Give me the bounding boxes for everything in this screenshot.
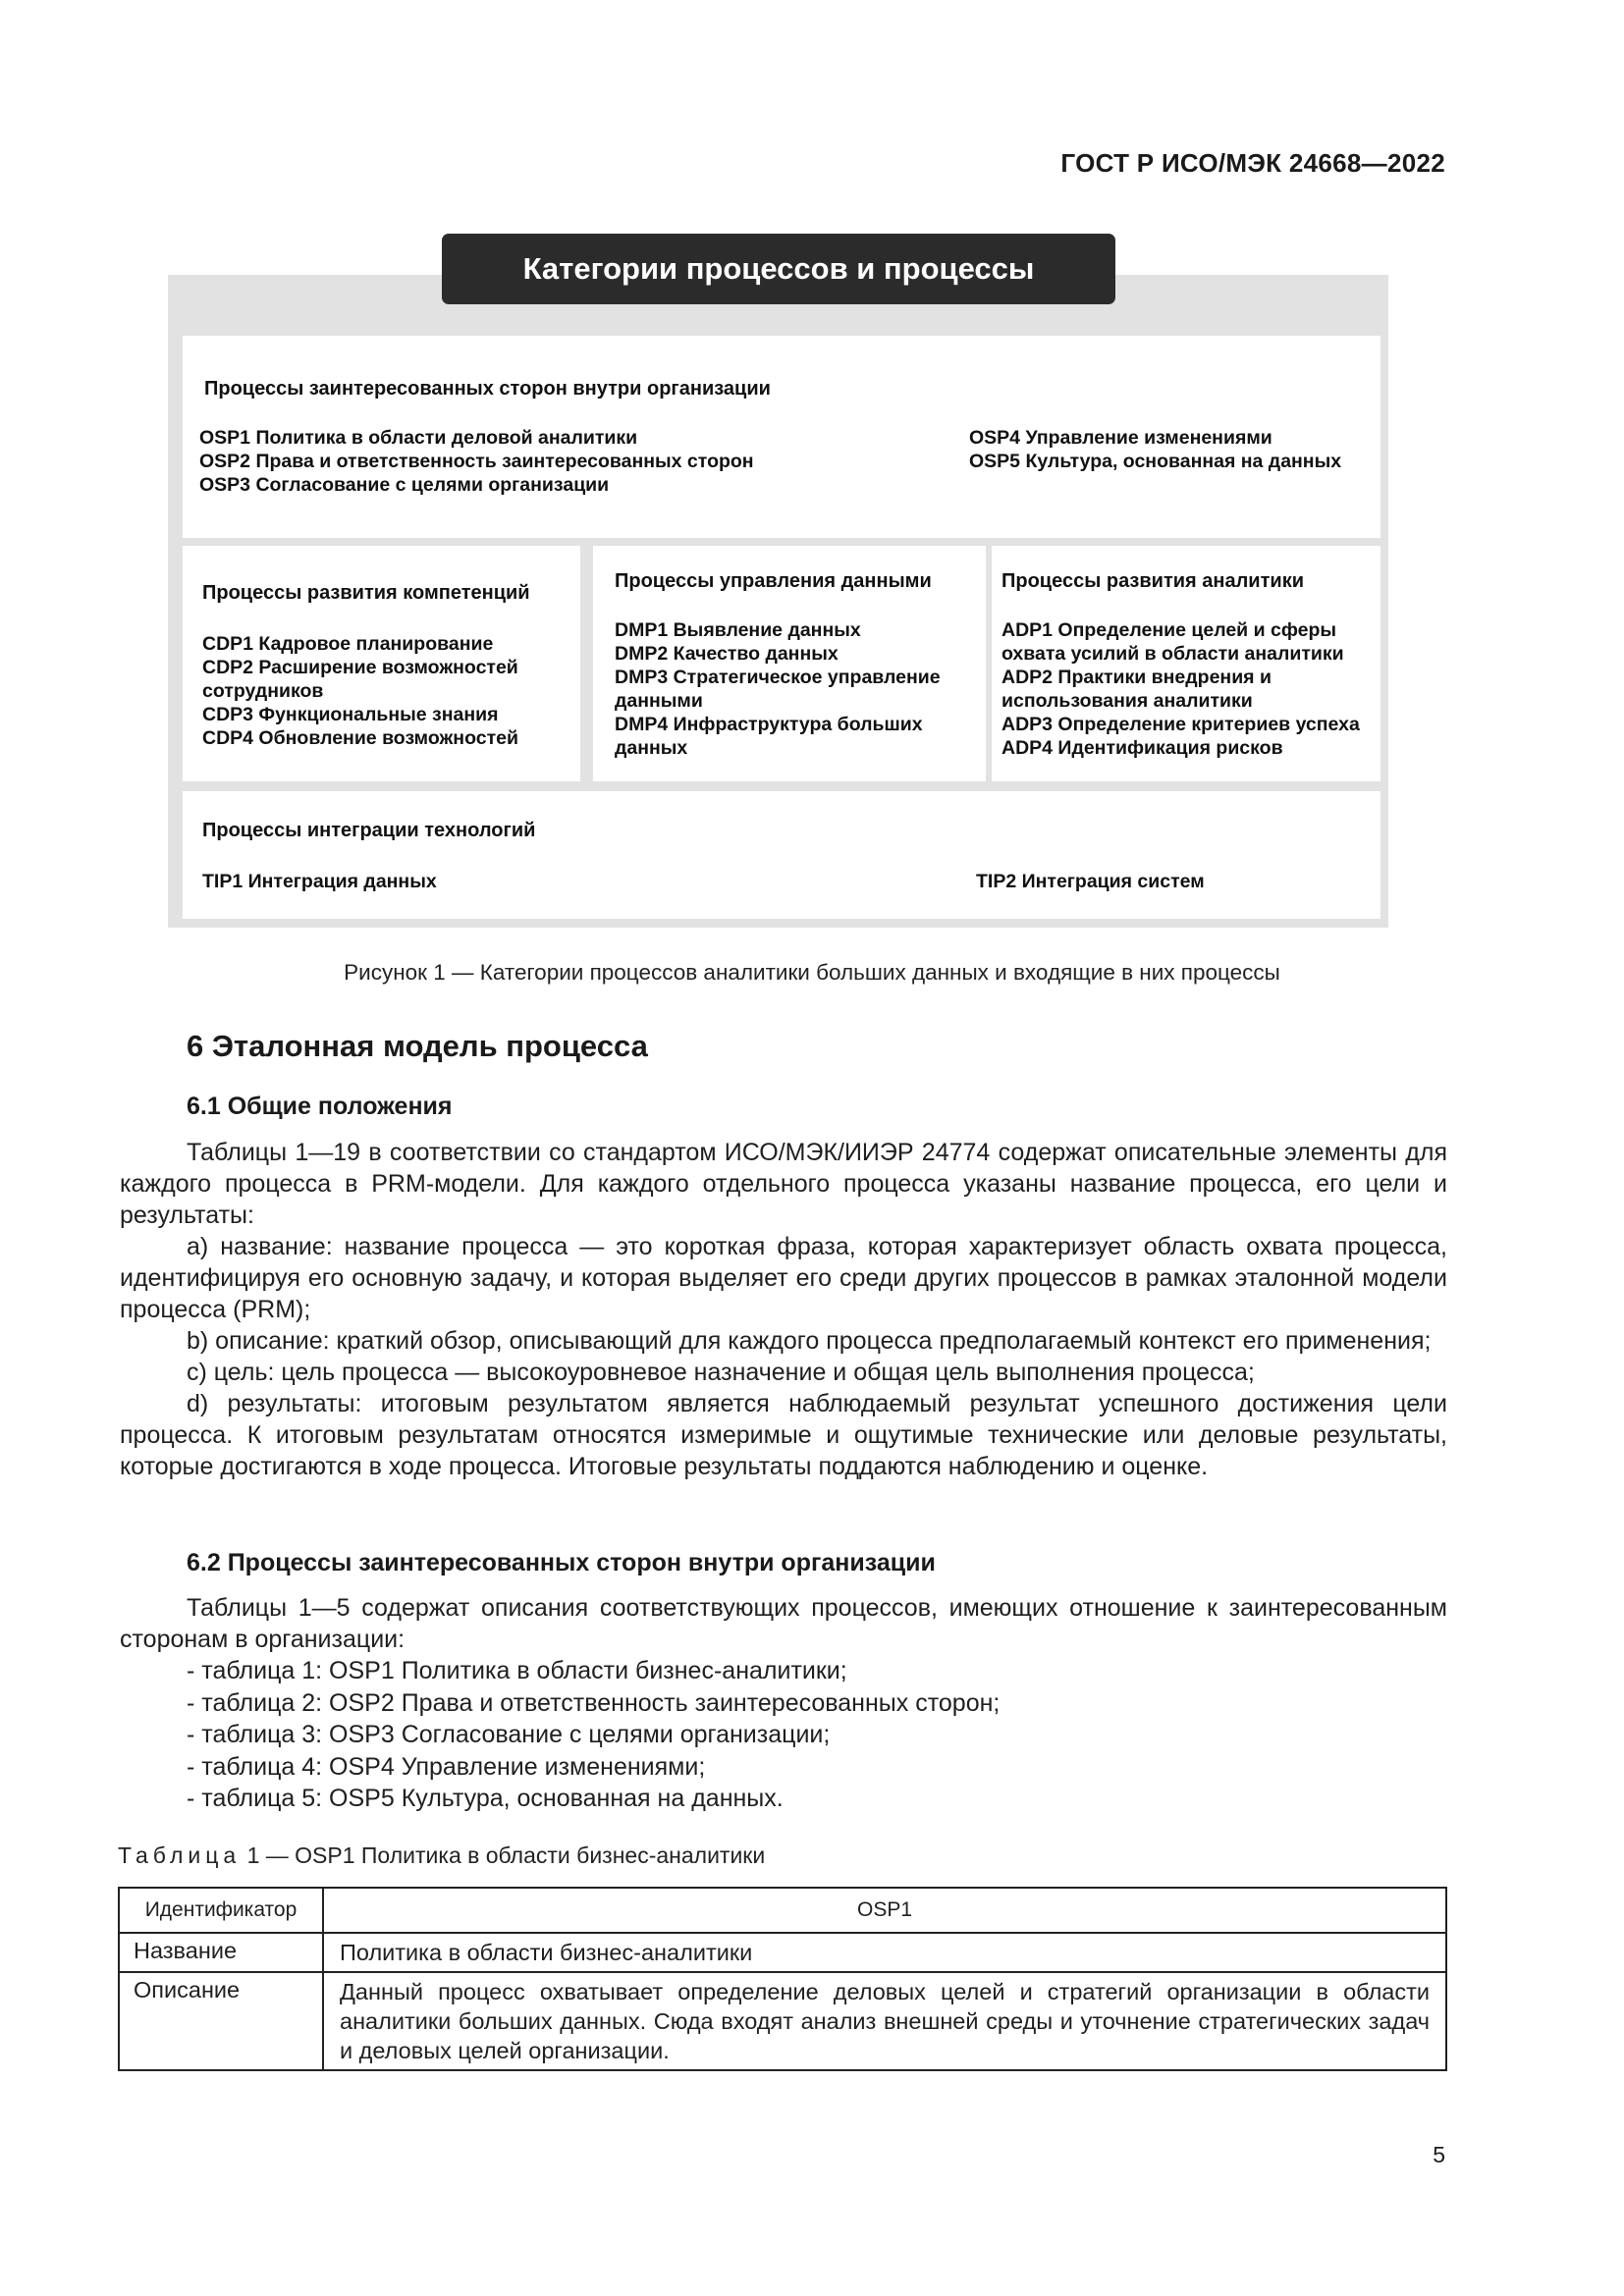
process-item: ADP4 Идентификация рисков <box>1001 737 1283 759</box>
paragraph: b) описание: краткий обзор, описывающий для каждого процесса предполагаемый контекст его применения; <box>187 1327 1432 1355</box>
list-item: - таблица 2: OSP2 Права и ответственность заинтересованных сторон; <box>187 1688 1001 1717</box>
process-item: использования аналитики <box>1001 690 1253 712</box>
process-item: ADP3 Определение критериев успеха <box>1001 714 1360 735</box>
process-item: сотрудников <box>202 680 324 702</box>
paragraph: Таблицы 1—5 содержат описания соответствующих процессов, имеющих отношение к заинтересованным сторонам в организации: <box>120 1594 1447 1653</box>
process-item: OSP4 Управление изменениями <box>969 427 1272 449</box>
panel-data-management-processes <box>593 546 986 781</box>
table-caption <box>118 1842 765 1869</box>
panel-list <box>202 632 518 750</box>
process-item: DMP3 Стратегическое управление <box>615 667 941 688</box>
process-item: ADP2 Практики внедрения и <box>1001 667 1272 688</box>
subsection-title: 6.1 Общие положения <box>187 1093 453 1120</box>
process-item: OSP1 Политика в области деловой аналитики <box>199 427 638 449</box>
process-item: ADP1 Определение целей и сферы <box>1001 619 1337 641</box>
table-caption-label: Таблица <box>118 1842 242 1868</box>
page-number: 5 <box>1433 2142 1445 2167</box>
table-cell-value: Политика в области бизнес-аналитики <box>323 1933 1446 1972</box>
paragraph: Таблицы 1—19 в соответствии со стандартом ИСО/МЭК/ИИЭР 24774 содержат описательные элементы для каждого процесса в PRM-модели. Для каждого отдельного процесса указаны название процесса, его цели и результаты: <box>120 1139 1447 1229</box>
process-item: OSP3 Согласование с целями организации <box>199 474 610 496</box>
process-item: CDP1 Кадровое планирование <box>202 633 494 655</box>
list-item: - таблица 1: OSP1 Политика в области бизнес-аналитики; <box>187 1657 847 1684</box>
panel-title: Процессы развития компетенций <box>202 582 530 604</box>
panel-list <box>1001 618 1360 760</box>
table-row <box>119 1972 1446 2070</box>
table-cell-value: Данный процесс охватывает определение деловых целей и стратегий организации в области аналитики больших данных. Сюда входят анализ внешней среды и уточнение стратегических задач и деловых целей организации. <box>323 1972 1446 2070</box>
process-item: охвата усилий в области аналитики <box>1001 643 1344 665</box>
panel-title: Процессы интеграции технологий <box>202 820 536 841</box>
figure-caption: Рисунок 1 — Категории процессов аналитики больших данных и входящие в них процессы <box>344 960 1280 985</box>
panel-title: Процессы управления данными <box>615 570 932 592</box>
panel-title: Процессы развития аналитики <box>1001 570 1304 592</box>
paragraph: d) результаты: итоговым результатом является наблюдаемый результат успешного достижения цели процесса. К итоговым результатам относятся измеримые и ощутимые технические или деловые результаты, которые достигаются в ходе процесса. Итоговые результаты поддаются наблюдению и оценке. <box>120 1390 1447 1480</box>
table-reference-list <box>187 1655 1000 1815</box>
table-row <box>119 1933 1446 1972</box>
panel-right-list <box>969 426 1341 473</box>
process-item: TIP2 Интеграция систем <box>976 871 1205 892</box>
table-cell-key: Описание <box>119 1972 323 2070</box>
subsection-title: 6.2 Процессы заинтересованных сторон внутри организации <box>187 1549 936 1576</box>
panel-title: Процессы заинтересованных сторон внутри организации <box>204 378 771 400</box>
process-item: TIP1 Интеграция данных <box>202 871 437 892</box>
list-item: - таблица 3: OSP3 Согласование с целями организации; <box>187 1721 831 1748</box>
process-item: CDP3 Функциональные знания <box>202 704 499 725</box>
process-item: DMP2 Качество данных <box>615 643 839 665</box>
process-table <box>118 1887 1447 2071</box>
figure-banner: Категории процессов и процессы <box>442 234 1115 304</box>
table-caption-text: 1 — OSP1 Политика в области бизнес-аналитики <box>246 1842 766 1868</box>
process-item: OSP2 Права и ответственность заинтересованных сторон <box>199 451 754 472</box>
panel-stakeholder-processes <box>183 336 1380 538</box>
process-item: CDP2 Расширение возможностей <box>202 657 518 678</box>
panel-list <box>615 618 941 760</box>
process-item: данных <box>615 737 688 759</box>
process-item: DMP1 Выявление данных <box>615 619 861 641</box>
process-item: данными <box>615 690 703 712</box>
process-item: OSP5 Культура, основанная на данных <box>969 451 1342 472</box>
list-item: - таблица 5: OSP5 Культура, основанная на данных. <box>187 1785 784 1812</box>
document-code: ГОСТ Р ИСО/МЭК 24668—2022 <box>1060 148 1445 178</box>
panel-left-list <box>199 426 754 497</box>
list-item: - таблица 4: OSP4 Управление изменениями; <box>187 1752 706 1781</box>
panel-analytics-processes <box>992 546 1380 781</box>
table-cell-key: Идентификатор <box>119 1888 323 1933</box>
process-item: CDP4 Обновление возможностей <box>202 727 518 749</box>
panel-competence-processes <box>183 546 580 781</box>
table-cell-value: OSP1 <box>323 1888 1446 1933</box>
panel-technology-processes <box>183 791 1380 919</box>
paragraph: a) название: название процесса — это короткая фраза, которая характеризует область охвата процесса, идентифицируя его основную задачу, и которая выделяет его среди других процессов в рамках эталонной модели процесса (PRM); <box>120 1233 1447 1323</box>
table-row <box>119 1888 1446 1933</box>
subsection-6-1-body <box>120 1137 1447 1482</box>
process-item: DMP4 Инфраструктура больших <box>615 714 923 735</box>
section-title: 6 Эталонная модель процесса <box>187 1029 648 1063</box>
paragraph: c) цель: цель процесса — высокоуровневое назначение и общая цель выполнения процесса; <box>187 1359 1255 1386</box>
table-cell-key: Название <box>119 1933 323 1972</box>
subsection-6-2-body <box>120 1592 1447 1655</box>
